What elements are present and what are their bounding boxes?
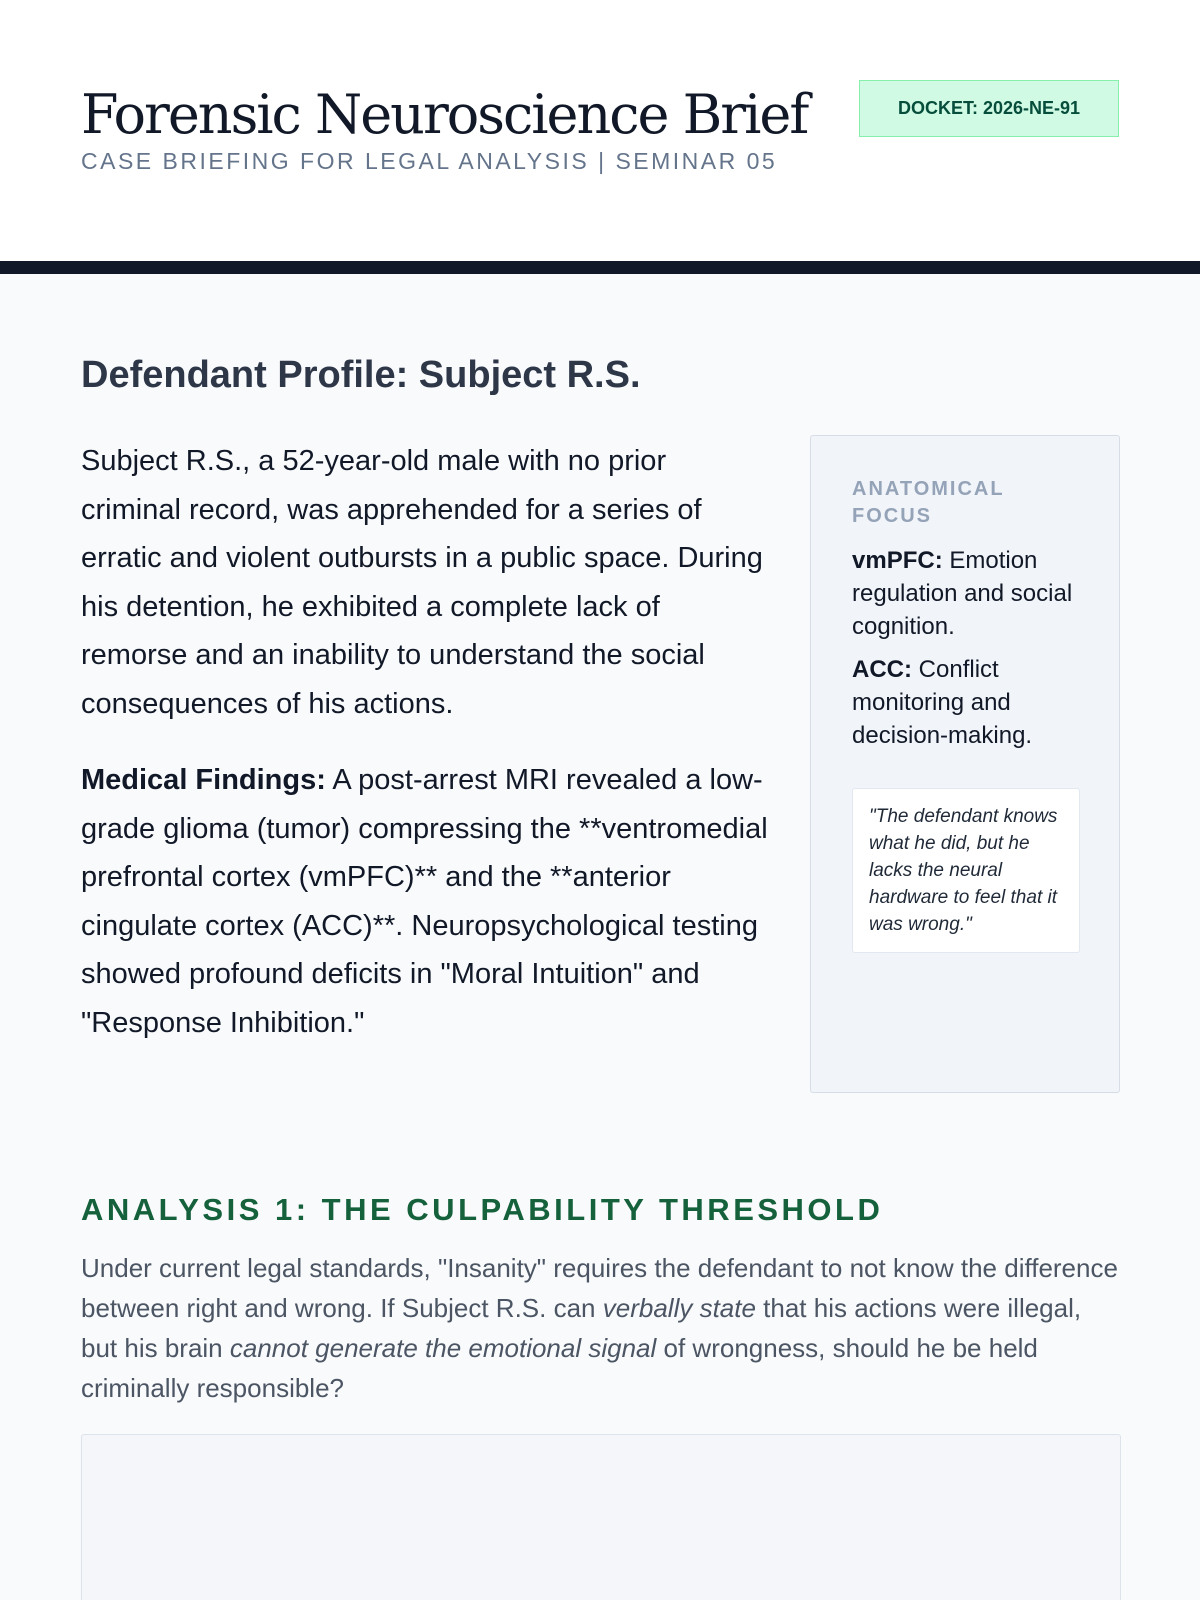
definition-term: ACC: — [852, 656, 912, 683]
main-content — [0, 274, 1200, 1600]
header-divider — [0, 261, 1200, 274]
page-header — [0, 0, 1200, 260]
anatomical-focus-sidebar — [810, 435, 1120, 1093]
page-subtitle: CASE BRIEFING FOR LEGAL ANALYSIS | SEMINAR 05 — [81, 148, 778, 174]
acc-definition — [852, 653, 1079, 752]
profile-paragraph: Subject R.S., a 52-year-old male with no prior criminal record, was apprehended for a series of erratic and violent outbursts in a public space. During his detention, he exhibited a complete lack of remorse and an inability to understand the social consequences of his actions. — [81, 445, 763, 720]
medical-findings-paragraph — [81, 756, 771, 1047]
expert-quote: "The defendant knows what he did, but he lacks the neural hardware to feel that it was wrong." — [852, 788, 1080, 953]
analysis-text-segment: of wrongness, should he be held criminally responsible? — [81, 1333, 1038, 1403]
definition-text: Conflict monitoring and decision-making. — [852, 656, 1033, 749]
analysis-prompt — [81, 1248, 1121, 1408]
medical-findings-text: A post-arrest MRI revealed a low-grade glioma (tumor) compressing the **ventromedial prefrontal cortex (vmPFC)** and the **anterior cingulate cortex (ACC)**. Neuropsychological testing showed profound deficits in "Moral Intuition" and "Response Inhibition." — [81, 764, 768, 1039]
definition-term: vmPFC: — [852, 547, 943, 574]
analysis-emphasis: verbally state — [602, 1293, 756, 1323]
analysis-heading: ANALYSIS 1: THE CULPABILITY THRESHOLD — [81, 1192, 884, 1227]
analysis-text-segment: that his actions were illegal, but his brain — [81, 1293, 1082, 1363]
analysis-emphasis: cannot generate the emotional signal — [229, 1333, 657, 1363]
defendant-profile-heading: Defendant Profile: Subject R.S. — [81, 354, 641, 396]
analysis-response-area[interactable] — [81, 1434, 1121, 1600]
page-title: Forensic Neuroscience Brief — [81, 83, 808, 146]
vmpfc-definition — [852, 544, 1079, 643]
docket-badge: DOCKET: 2026-NE-91 — [859, 80, 1119, 137]
medical-findings-label: Medical Findings: — [81, 764, 326, 796]
defendant-profile-body — [81, 437, 771, 1075]
definition-text: Emotion regulation and social cognition. — [852, 547, 1073, 640]
analysis-text-segment: Under current legal standards, "Insanity" requires the defendant to not know the difference between right and wrong. If Subject R.S. can — [81, 1253, 1118, 1323]
anatomical-focus-heading: ANATOMICAL FOCUS — [852, 478, 1005, 527]
